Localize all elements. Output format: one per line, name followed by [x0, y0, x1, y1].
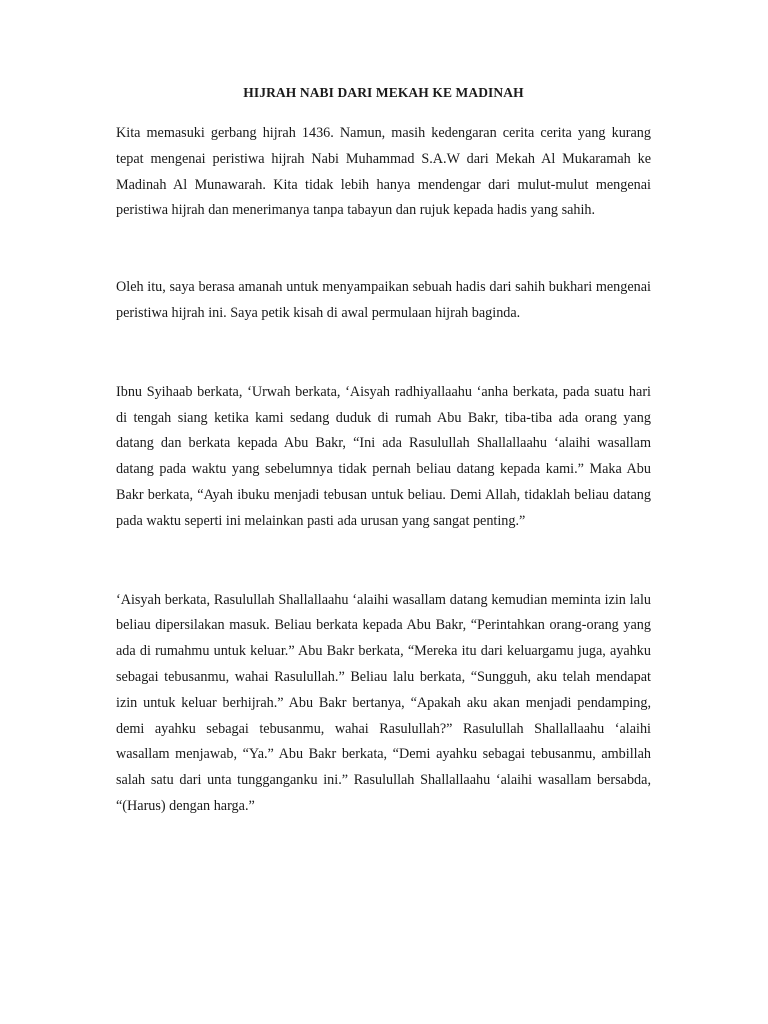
paragraph-hadith-part-1: Ibnu Syihaab berkata, ‘Urwah berkata, ‘Aisyah radhiyallaahu ‘anha berkata, pada suatu hari di tengah siang ketika kami sedang duduk di rumah Abu Bakr, tiba-tiba ada orang yang datang dan berkata kepada Abu Bakr, “Ini ada Rasulullah Shallallaahu ‘alaihi wasallam datang pada waktu yang sebelumnya tidak pernah beliau datang kepada kami.” Maka Abu Bakr berkata, “Ayah ibuku menjadi tebusan untuk beliau. Demi Allah, tidaklah beliau datang pada waktu seperti ini melainkan pasti ada urusan yang sangat penting.”: [116, 383, 651, 529]
paragraph-intro: Kita memasuki gerbang hijrah 1436. Namun, masih kedengaran cerita cerita yang kurang tepat mengenai peristiwa hijrah Nabi Muhammad S.A.W dari Mekah Al Mukaramah ke Madinah Al Munawarah. Kita tidak lebih hanya mendengar dari mulut-mulut mengenai peristiwa hijrah dan menerimanya tanpa tabayun dan rujuk kepada hadis yang sahih.: [116, 125, 651, 219]
paragraph-purpose: Oleh itu, saya berasa amanah untuk menyampaikan sebuah hadis dari sahih bukhari mengenai peristiwa hijrah ini. Saya petik kisah di awal permulaan hijrah baginda.: [116, 279, 651, 321]
paragraph-hadith-part-2: ‘Aisyah berkata, Rasulullah Shallallaahu ‘alaihi wasallam datang kemudian meminta izin lalu beliau dipersilakan masuk. Beliau berkata kepada Abu Bakr, “Perintahkan orang-orang yang ada di rumahmu untuk keluar.” Abu Bakr berkata, “Mereka itu dari keluargamu juga, ayahku sebagai tebusanmu, wahai Rasulullah.” Beliau lalu berkata, “Sungguh, aku telah mendapat izin untuk keluar berhijrah.” Abu Bakr bertanya, “Apakah aku akan menjadi pendamping, demi ayahku sebagai tebusanmu, wahai Rasulullah?” Rasulullah Shallallaahu ‘alaihi wasallam menjawab, “Ya.” Abu Bakr berkata, “Demi ayahku sebagai tebusanmu, ambillah salah satu dari unta tungganganku ini.” Rasulullah Shallallaahu ‘alaihi wasallam bersabda, “(Harus) dengan harga.”: [116, 591, 651, 814]
document-page: [116, 84, 651, 820]
document-title: HIJRAH NABI DARI MEKAH KE MADINAH: [243, 85, 524, 100]
